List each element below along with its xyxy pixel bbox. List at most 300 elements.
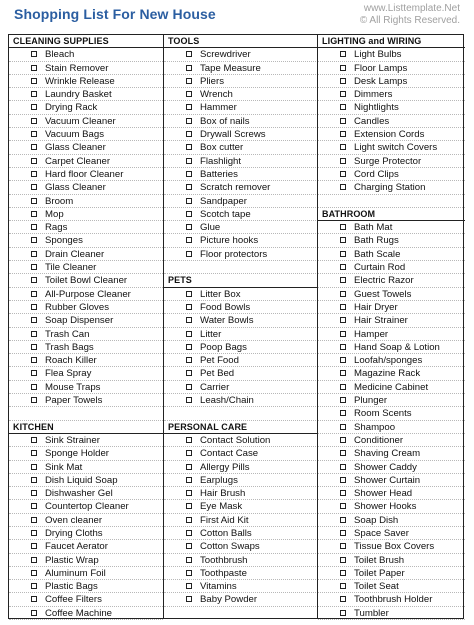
item-label: Scratch remover [200,182,271,194]
list-item [318,141,465,154]
section-heading: LIGHTING and WIRING [318,35,465,48]
item-label: Cotton Balls [200,527,252,539]
checkbox[interactable] [31,198,37,204]
item-label: Contact Case [200,448,259,460]
item-label: Coffee Machine [45,607,113,619]
list-item [9,461,163,474]
list-item [9,88,163,101]
item-label: Hair Brush [200,488,246,500]
item-label: Desk Lamps [354,75,408,87]
list-item [318,527,465,540]
list-item [9,221,163,234]
checkbox[interactable] [31,144,37,150]
checkbox[interactable] [31,131,37,137]
list-item [9,593,163,606]
item-label: Surge Protector [354,155,422,167]
item-label: Light Bulbs [354,49,402,61]
checkbox[interactable] [186,144,192,150]
checkbox[interactable] [340,171,346,177]
list-item [318,540,465,553]
checkbox[interactable] [31,65,37,71]
checkbox[interactable] [186,570,192,576]
shopping-list-table [8,34,464,619]
item-label: Floor protectors [200,248,268,260]
item-label: Trash Bags [45,341,94,353]
list-item [318,500,465,513]
list-item [164,367,318,380]
checkbox[interactable] [186,596,192,602]
list-item [318,168,465,181]
item-label: Toothbrush [200,554,248,566]
item-label: Sponges [45,235,83,247]
list-item [318,593,465,606]
item-label: Hair Dryer [354,301,398,313]
item-label: Toilet Brush [354,554,405,566]
list-item [9,115,163,128]
list-item [318,261,465,274]
list-item [318,221,465,234]
checkbox[interactable] [340,304,346,310]
item-label: Plastic Bags [45,581,98,593]
checkbox[interactable] [31,397,37,403]
list-item [9,354,163,367]
item-label: Faucet Aerator [45,541,108,553]
column-3 [317,35,465,618]
list-item [318,88,465,101]
item-label: Loofah/sponges [354,355,423,367]
list-item [318,155,465,168]
checkbox[interactable] [186,397,192,403]
list-item [164,567,318,580]
item-label: Bath Scale [354,248,401,260]
list-item [318,128,465,141]
list-item [318,514,465,527]
spacer-row [164,407,318,420]
item-label: Baby Powder [200,594,258,606]
item-label: Tumbler [354,607,389,619]
list-item [164,554,318,567]
item-label: Curtain Rod [354,262,406,274]
checkbox[interactable] [31,384,37,390]
checkbox[interactable] [186,464,192,470]
item-label: Trash Can [45,328,90,340]
item-label: Sink Mat [45,461,83,473]
item-label: Light switch Covers [354,142,438,154]
checkbox[interactable] [340,384,346,390]
item-label: Litter Box [200,288,241,300]
list-item [318,341,465,354]
checkbox[interactable] [340,543,346,549]
list-item [9,554,163,567]
checkbox[interactable] [340,264,346,270]
item-label: Sandpaper [200,195,247,207]
checkbox[interactable] [31,158,37,164]
checkbox[interactable] [186,517,192,523]
checkbox[interactable] [31,277,37,283]
checkbox[interactable] [186,477,192,483]
checkbox[interactable] [340,344,346,350]
checkbox[interactable] [186,370,192,376]
item-label: Drywall Screws [200,129,266,141]
list-item [164,301,318,314]
section-heading: PETS [164,274,318,287]
list-item [164,141,318,154]
item-label: Pliers [200,75,224,87]
list-item [9,381,163,394]
item-label: Pet Bed [200,368,235,380]
item-label: Toilet Seat [354,581,399,593]
item-label: Litter [200,328,222,340]
checkbox[interactable] [340,370,346,376]
checkbox[interactable] [340,118,346,124]
checkbox[interactable] [340,78,346,84]
list-item [164,500,318,513]
checkbox[interactable] [31,264,37,270]
list-item [318,580,465,593]
checkbox[interactable] [186,131,192,137]
checkbox[interactable] [31,304,37,310]
checkbox[interactable] [31,237,37,243]
list-item [318,487,465,500]
checkbox[interactable] [340,610,346,616]
list-item [164,88,318,101]
checkbox[interactable] [340,104,346,110]
list-item [164,155,318,168]
list-item [164,101,318,114]
list-item [318,407,465,420]
checkbox[interactable] [31,78,37,84]
list-item [164,221,318,234]
list-item [318,288,465,301]
checkbox[interactable] [186,304,192,310]
checkbox[interactable] [340,251,346,257]
list-item [318,381,465,394]
checkbox[interactable] [186,344,192,350]
checkbox[interactable] [186,530,192,536]
list-item [164,234,318,247]
checkbox[interactable] [186,557,192,563]
item-label: Glue [200,222,221,234]
list-item [9,168,163,181]
checkbox[interactable] [186,317,192,323]
item-label: Laundry Basket [45,89,112,101]
checkbox[interactable] [31,517,37,523]
list-item [318,447,465,460]
list-item [318,234,465,247]
checkbox[interactable] [31,291,37,297]
checkbox[interactable] [186,211,192,217]
checkbox[interactable] [340,464,346,470]
list-item [164,540,318,553]
checkbox[interactable] [31,51,37,57]
list-item [9,580,163,593]
checkbox[interactable] [340,51,346,57]
list-item [9,181,163,194]
list-item [9,155,163,168]
checkbox[interactable] [186,291,192,297]
item-label: Rubber Gloves [45,301,109,313]
list-item [9,261,163,274]
item-label: Flashlight [200,155,242,167]
checkbox[interactable] [340,530,346,536]
list-item [164,580,318,593]
item-label: Toilet Bowl Cleaner [45,275,128,287]
list-item [318,301,465,314]
item-label: Candles [354,115,390,127]
item-label: Shaving Cream [354,448,421,460]
item-label: Food Bowls [200,301,251,313]
site-credit [360,3,460,27]
list-item [9,527,163,540]
list-item [318,434,465,447]
checkbox[interactable] [186,78,192,84]
checkbox[interactable] [340,570,346,576]
item-label: Cotton Swaps [200,541,260,553]
checkbox[interactable] [186,184,192,190]
checkbox[interactable] [186,198,192,204]
item-label: Toilet Paper [354,567,405,579]
item-label: Rags [45,222,68,234]
list-item [9,62,163,75]
checkbox[interactable] [340,357,346,363]
checkbox[interactable] [186,158,192,164]
checkbox[interactable] [340,237,346,243]
list-item [9,314,163,327]
checkbox[interactable] [31,211,37,217]
checkbox[interactable] [186,437,192,443]
checkbox[interactable] [186,331,192,337]
checkbox[interactable] [340,437,346,443]
header [0,0,474,34]
checkbox[interactable] [340,503,346,509]
checkbox[interactable] [186,251,192,257]
item-label: Roach Killer [45,355,97,367]
checkbox[interactable] [340,224,346,230]
item-label: Extension Cords [354,129,425,141]
checkbox[interactable] [31,331,37,337]
list-item [164,128,318,141]
item-label: Plastic Wrap [45,554,99,566]
checkbox[interactable] [340,490,346,496]
checkbox[interactable] [340,424,346,430]
list-item [318,554,465,567]
list-item [9,367,163,380]
checkbox[interactable] [340,91,346,97]
item-label: Magazine Rack [354,368,421,380]
item-label: Vacuum Bags [45,129,105,141]
list-item [9,208,163,221]
item-label: Poop Bags [200,341,247,353]
checkbox[interactable] [31,503,37,509]
list-item [164,288,318,301]
checkbox[interactable] [31,437,37,443]
list-item [9,487,163,500]
checkbox[interactable] [340,477,346,483]
item-label: All-Purpose Cleaner [45,288,131,300]
list-item [164,593,318,606]
section-heading: TOOLS [164,35,318,48]
list-item [9,607,163,620]
checkbox[interactable] [340,65,346,71]
section-heading: KITCHEN [9,421,163,434]
list-item [9,514,163,527]
list-item [9,447,163,460]
checkbox[interactable] [340,410,346,416]
item-label: Hard floor Cleaner [45,168,124,180]
checkbox[interactable] [31,251,37,257]
item-label: Aluminum Foil [45,567,106,579]
item-label: Hammer [200,102,237,114]
item-label: Contact Solution [200,434,271,446]
checkbox[interactable] [340,158,346,164]
checkbox[interactable] [186,490,192,496]
checkbox[interactable] [340,331,346,337]
list-item [318,461,465,474]
item-label: Wrench [200,89,233,101]
list-item [164,168,318,181]
list-item [318,474,465,487]
checkbox[interactable] [340,184,346,190]
checkbox[interactable] [31,224,37,230]
list-item [164,248,318,261]
item-label: Flea Spray [45,368,92,380]
item-label: Plunger [354,395,388,407]
checkbox[interactable] [31,317,37,323]
checkbox[interactable] [31,357,37,363]
list-item [164,195,318,208]
item-label: Mouse Traps [45,381,101,393]
item-label: Charging Station [354,182,426,194]
list-item [318,248,465,261]
item-label: Earplugs [200,474,238,486]
item-label: Wrinkle Release [45,75,115,87]
item-label: First Aid Kit [200,514,249,526]
item-label: Dimmers [354,89,393,101]
checkbox[interactable] [31,184,37,190]
item-label: Mop [45,208,64,220]
checkbox[interactable] [340,317,346,323]
checkbox[interactable] [31,557,37,563]
checkbox[interactable] [186,357,192,363]
checkbox[interactable] [340,144,346,150]
item-label: Hamper [354,328,389,340]
rights-text: © All Rights Reserved. [359,15,460,26]
list-item [9,328,163,341]
section-heading: CLEANING SUPPLIES [9,35,163,48]
item-label: Guest Towels [354,288,412,300]
checkbox[interactable] [186,543,192,549]
checkbox[interactable] [31,543,37,549]
item-label: Toothpaste [200,567,247,579]
checkbox[interactable] [340,131,346,137]
checkbox[interactable] [186,171,192,177]
site-url[interactable]: www.Listtemplate.Net [363,3,460,14]
item-label: Drain Cleaner [45,248,105,260]
list-item [164,62,318,75]
checkbox[interactable] [340,291,346,297]
item-label: Eye Mask [200,501,243,513]
list-item [9,101,163,114]
checkbox[interactable] [31,118,37,124]
item-label: Vitamins [200,581,237,593]
item-label: Cord Clips [354,168,399,180]
item-label: Hair Strainer [354,315,408,327]
item-label: Coffee Filters [45,594,102,606]
checkbox[interactable] [31,370,37,376]
item-label: Shower Hooks [354,501,417,513]
checkbox[interactable] [340,517,346,523]
item-label: Picture hooks [200,235,259,247]
checkbox[interactable] [31,104,37,110]
list-item [9,274,163,287]
checkbox[interactable] [31,171,37,177]
checkbox[interactable] [31,530,37,536]
list-item [318,48,465,61]
item-label: Tissue Box Covers [354,541,435,553]
checkbox[interactable] [31,583,37,589]
item-label: Box cutter [200,142,244,154]
checkbox[interactable] [186,384,192,390]
item-label: Nightlights [354,102,399,114]
checkbox[interactable] [340,583,346,589]
list-item [318,394,465,407]
list-item [164,341,318,354]
checkbox[interactable] [340,397,346,403]
list-item [164,181,318,194]
checkbox[interactable] [31,464,37,470]
checkbox[interactable] [186,51,192,57]
checkbox[interactable] [186,104,192,110]
checkbox[interactable] [186,583,192,589]
checkbox[interactable] [340,450,346,456]
checkbox[interactable] [31,596,37,602]
checkbox[interactable] [186,237,192,243]
checkbox[interactable] [186,224,192,230]
checkbox[interactable] [31,570,37,576]
list-item [318,367,465,380]
checkbox[interactable] [186,118,192,124]
item-label: Glass Cleaner [45,182,106,194]
list-item [164,208,318,221]
section-heading: BATHROOM [318,208,465,221]
list-item [9,141,163,154]
item-label: Toothbrush Holder [354,594,433,606]
item-label: Stain Remover [45,62,109,74]
checkbox[interactable] [31,610,37,616]
item-label: Sponge Holder [45,448,110,460]
list-item [9,341,163,354]
spacer-row [318,195,465,208]
list-item [9,567,163,580]
list-item [318,421,465,434]
checkbox[interactable] [31,477,37,483]
checkbox[interactable] [340,596,346,602]
list-item [9,75,163,88]
list-item [164,527,318,540]
checkbox[interactable] [31,450,37,456]
checkbox[interactable] [186,450,192,456]
list-item [318,75,465,88]
list-item [164,514,318,527]
checkbox[interactable] [340,277,346,283]
checkbox[interactable] [340,557,346,563]
checkbox[interactable] [186,503,192,509]
checkbox[interactable] [31,490,37,496]
checkbox[interactable] [31,91,37,97]
checkbox[interactable] [186,65,192,71]
checkbox[interactable] [31,344,37,350]
checkbox[interactable] [186,91,192,97]
